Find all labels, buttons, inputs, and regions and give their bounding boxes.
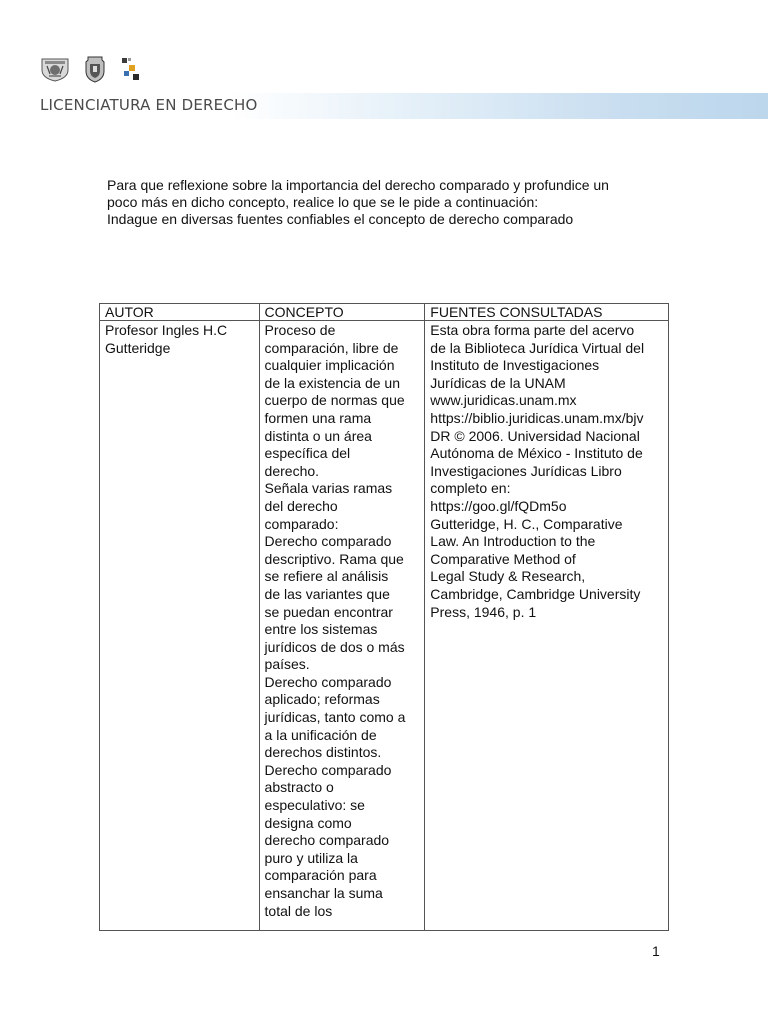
- fuentes-line: de la Biblioteca Jurídica Virtual del: [430, 339, 645, 356]
- concepto-line: Proceso de: [264, 322, 336, 338]
- fuentes-line: www.juridicas.unam.mx: [430, 392, 577, 409]
- concepto-line: derechos distintos.: [264, 744, 382, 761]
- faculty-shield-icon: [84, 55, 106, 88]
- autor-line: Gutteridge: [105, 339, 171, 356]
- concepto-line: se refiere al análisis: [264, 568, 389, 585]
- fuentes-line: Press, 1946, p. 1: [430, 603, 537, 620]
- unam-crest-icon: [40, 56, 70, 87]
- concepto-line: cuerpo de normas que: [264, 392, 405, 409]
- concepto-line: puro y utiliza la: [264, 849, 358, 866]
- fuentes-line: completo en:: [430, 480, 511, 497]
- concepto-line: entre los sistemas: [264, 621, 378, 638]
- concepto-line: distinta o un área: [264, 427, 372, 444]
- concepto-line: de la existencia de un: [264, 374, 400, 391]
- concepto-line: comparado:: [264, 515, 339, 532]
- concepto-line: ensanchar la suma: [264, 885, 383, 901]
- fuentes-line: Instituto de Investigaciones: [430, 357, 600, 374]
- concepto-line: total de los: [264, 902, 333, 919]
- program-title: LICENCIATURA EN DERECHO: [40, 96, 258, 114]
- concepto-line: abstracto o: [264, 779, 334, 796]
- concepto-line: jurídicas, tanto como a: [264, 709, 406, 726]
- concepto-line: Señala varias ramas: [264, 480, 393, 497]
- cell-autor: [100, 321, 260, 931]
- header-logos: [40, 56, 156, 86]
- concepto-line: a la unificación de: [264, 726, 377, 743]
- header-autor: AUTOR: [100, 304, 260, 321]
- concepto-line: se puedan encontrar: [264, 603, 393, 620]
- instructions-line-3: Indague en diversas fuentes confiables el concepto de derecho comparado: [107, 211, 574, 227]
- concepto-line: específica del: [264, 445, 351, 462]
- concepto-line: especulativo: se: [264, 797, 365, 814]
- ded-logo-icon: [120, 54, 142, 89]
- concepto-line: cualquier implicación: [264, 357, 395, 374]
- concepto-line: países.: [264, 656, 310, 673]
- instructions-line-2: poco más en dicho concepto, realice lo que se le pide a continuación:: [107, 194, 539, 210]
- cell-fuentes: [425, 321, 669, 931]
- fuentes-line: Legal Study & Research,: [430, 568, 586, 585]
- header-concepto: CONCEPTO: [259, 304, 425, 321]
- page-number: 1: [652, 943, 660, 959]
- concepto-line: formen una rama: [264, 409, 372, 426]
- fuentes-line: Jurídicas de la UNAM: [430, 374, 566, 391]
- fuentes-line: https://goo.gl/fQDm5o: [430, 497, 567, 514]
- table-header-row: [100, 304, 669, 321]
- concepto-line: derecho.: [264, 462, 320, 479]
- concepto-line: Derecho comparado: [264, 533, 392, 550]
- table-row: [100, 321, 669, 931]
- fuentes-line: Autónoma de México - Instituto de: [430, 445, 643, 462]
- concept-table: [99, 303, 669, 931]
- concepto-line: de las variantes que: [264, 585, 390, 602]
- fuentes-line: Cambridge, Cambridge University: [430, 585, 641, 602]
- instructions: [107, 177, 667, 228]
- fuentes-line: Law. An Introduction to the: [430, 533, 596, 550]
- cell-concepto: [259, 321, 425, 931]
- fuentes-line: Gutteridge, H. C., Comparative: [430, 515, 623, 532]
- fuentes-line: DR © 2006. Universidad Nacional: [430, 427, 640, 444]
- fuentes-line: https://biblio.juridicas.unam.mx/bjv: [430, 409, 644, 426]
- concepto-line: Derecho comparado: [264, 673, 392, 690]
- concepto-line: derecho comparado: [264, 832, 390, 849]
- concepto-line: del derecho: [264, 497, 338, 514]
- concepto-line: aplicado; reformas: [264, 691, 380, 708]
- fuentes-line: Esta obra forma parte del acervo: [430, 322, 635, 338]
- fuentes-line: Comparative Method of: [430, 550, 576, 567]
- concepto-line: descriptivo. Rama que: [264, 550, 404, 567]
- autor-line: Profesor Ingles H.C: [105, 322, 228, 338]
- concepto-line: designa como: [264, 814, 352, 831]
- concepto-line: Derecho comparado: [264, 761, 392, 778]
- instructions-line-1: Para que reflexione sobre la importancia del derecho comparado y profundice un: [107, 177, 609, 193]
- concepto-line: comparación para: [264, 867, 377, 884]
- concepto-line: jurídicos de dos o más: [264, 638, 405, 655]
- concepto-line: comparación, libre de: [264, 339, 399, 356]
- fuentes-line: Investigaciones Jurídicas Libro: [430, 462, 622, 479]
- header-fuentes: FUENTES CONSULTADAS: [425, 304, 669, 321]
